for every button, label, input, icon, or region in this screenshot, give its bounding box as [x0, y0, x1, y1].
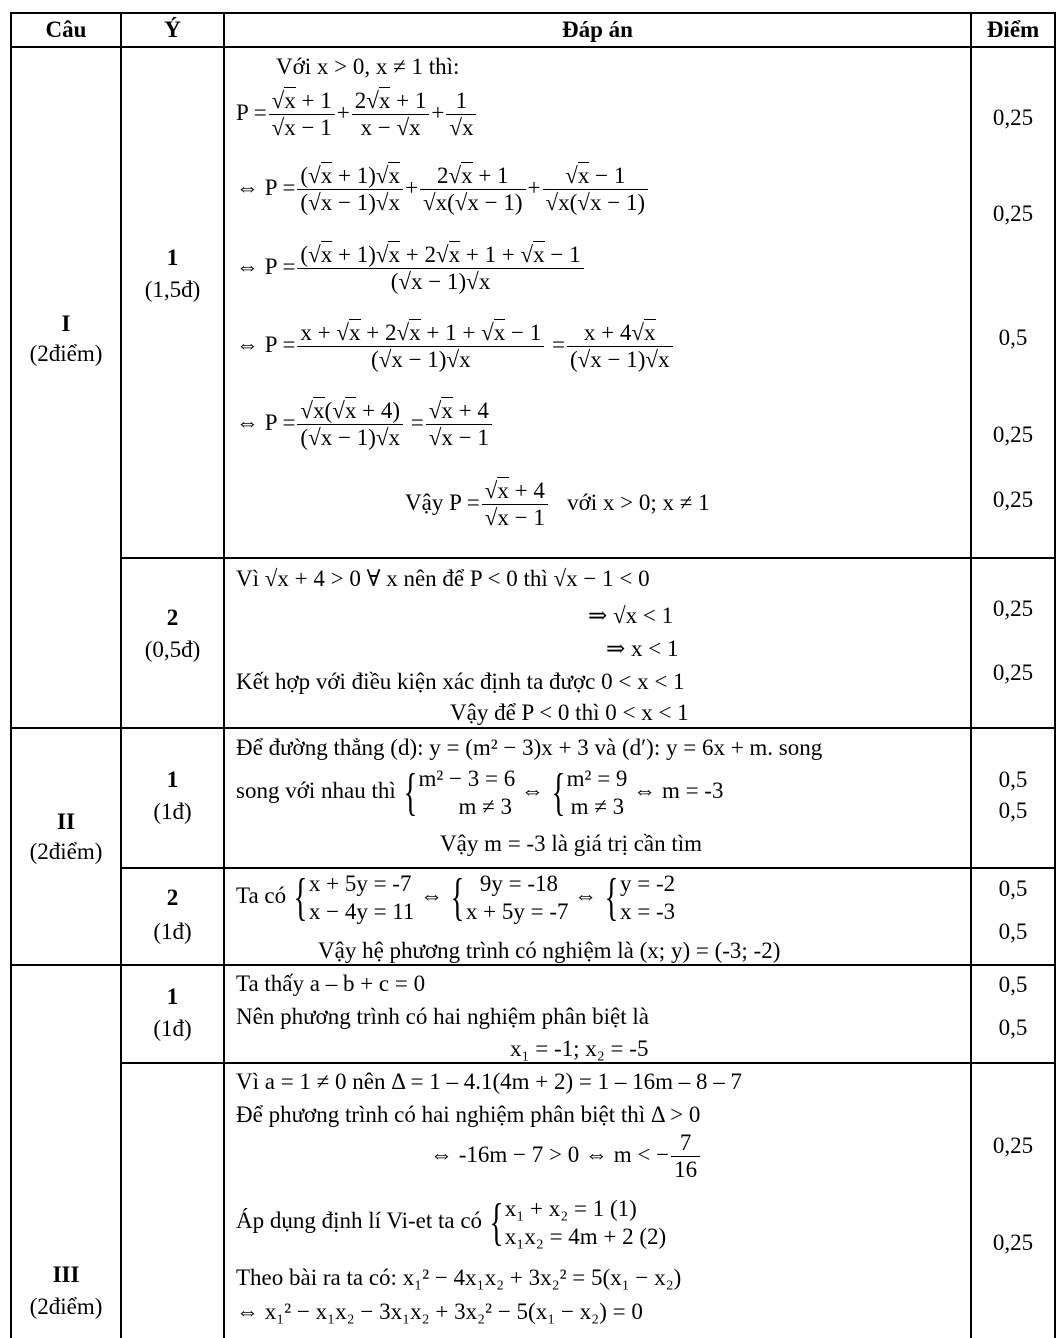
header-cau: Câu	[45, 17, 87, 42]
equation-2: ⇔ P = $\frac{(√x + 1)√x}{(√x - 1)√x}$ + $\frac{2√x + 1}{√x(√x - 1)}$ + $\frac{√x - 1}{√x(√x - 1)}$	[236, 163, 650, 217]
conclusion: Vậy P = $\frac{√x + 4}{√x - 1}$ với x > 0; x ≠ 1	[405, 478, 710, 531]
part-points: (1đ)	[153, 1016, 192, 1041]
answer-line: ⇒ √x < 1	[588, 603, 674, 628]
score: 0,5	[998, 972, 1028, 997]
answer-line: Vậy để P < 0 thì 0 < x < 1	[450, 700, 689, 725]
answer-inequality: ⇔ -16m − 7 > 0 ⇔ m < − $\frac{7}{16}$	[430, 1130, 702, 1184]
score: 0,25	[992, 596, 1034, 621]
row-divider	[10, 727, 1056, 729]
equation-5: ⇔ P = $\frac{√x(√x + 4)}{(√x - 1)√x}$ = $\frac{√x + 4}{√x - 1}$	[236, 398, 494, 452]
score: 0,5	[998, 876, 1028, 901]
header-diem: Điểm	[986, 17, 1040, 42]
part-label: 1	[166, 767, 179, 792]
question-label: I	[61, 311, 71, 336]
header-divider	[10, 46, 1056, 48]
score: 0,5	[998, 1015, 1028, 1040]
equation-1: P = $\frac{√x + 1}{√x - 1}$ + $\frac{2√x + 1}{x - √x}$ + $\frac{1}{√x}$	[236, 88, 478, 142]
col-border	[120, 12, 122, 1338]
answer-line: Theo bài ra ta có: x₁² − 4x₁x₂ + 3x₂² = 5(x₁ − x₂)	[236, 1265, 682, 1290]
table-top-border	[10, 12, 1056, 14]
part-points: (1đ)	[153, 799, 192, 824]
score: 0,5	[998, 325, 1028, 350]
question-points: (2điểm)	[29, 1294, 103, 1319]
part-label: 1	[166, 984, 179, 1009]
row-divider	[10, 964, 1056, 966]
answer-line: Vì √x + 4 > 0 ∀ x nên để P < 0 thì √x − 1 < 0	[236, 566, 650, 591]
answer-line: Vậy m = -3 là giá trị cần tìm	[440, 831, 703, 856]
equation-4: ⇔ P = $\frac{x + √x + 2√x + 1 + √x - 1}{(√x - 1)√x}$ = $\frac{x + 4√x}{(√x - 1)√x}$	[236, 320, 675, 374]
answer-system-line: Áp dụng định lí Vi-et ta có { x₁ + x₂ = 1 (1) x₁x₂ = 4m + 2 (2)	[236, 1193, 667, 1251]
col-border	[1054, 12, 1056, 1338]
score: 0,25	[992, 422, 1034, 447]
col-border	[223, 12, 225, 1338]
score: 0,25	[992, 1133, 1034, 1158]
answer-line: ⇒ x < 1	[606, 636, 679, 661]
score: 0,25	[992, 660, 1034, 685]
part-label: 2	[166, 605, 179, 630]
answer-line: Vì a = 1 ≠ 0 nên Δ = 1 – 4.1(4m + 2) = 1 – 16m – 8 – 7	[236, 1069, 743, 1094]
col-border	[10, 12, 12, 1338]
question-label: III	[52, 1262, 80, 1287]
score: 0,5	[998, 919, 1028, 944]
answer-line: ⇔ x₁² − x₁x₂ − 3x₁x₂ + 3x₂² − 5(x₁ − x₂) = 0	[236, 1299, 643, 1324]
question-label: II	[57, 809, 75, 834]
part-points: (0,5đ)	[144, 637, 201, 662]
header-y: Ý	[164, 17, 181, 42]
part-label: 1	[166, 245, 179, 270]
part-points: (1đ)	[153, 919, 192, 944]
header-dap-an: Đáp án	[562, 17, 633, 42]
row-divider	[120, 867, 1056, 869]
answer-line: x₁ = -1; x₂ = -5	[510, 1036, 649, 1061]
score: 0,5	[998, 798, 1028, 823]
answer-line: Để đường thẳng (d): y = (m² − 3)x + 3 và (d′): y = 6x + m. song	[236, 735, 823, 760]
answer-system-line: song với nhau thì { m² − 3 = 6 m ≠ 3 ⇔ { m² = 9 m ≠ 3 ⇔ m = -3	[236, 763, 724, 821]
question-points: (2điểm)	[29, 839, 103, 864]
score: 0,25	[992, 1230, 1034, 1255]
score: 0,25	[992, 105, 1034, 130]
row-divider	[120, 557, 1056, 559]
row-divider	[120, 1062, 1056, 1064]
answer-line: Ta thấy a – b + c = 0	[236, 971, 426, 996]
score: 0,5	[998, 767, 1028, 792]
part-points: (1,5đ)	[144, 277, 201, 302]
answer-line: Với x > 0, x ≠ 1 thì:	[276, 54, 460, 79]
answer-line: Để phương trình có hai nghiệm phân biệt thì Δ > 0	[236, 1102, 701, 1127]
answer-line: Nên phương trình có hai nghiệm phân biệt là	[236, 1004, 649, 1029]
answer-line: Vậy hệ phương trình có nghiệm là (x; y) = (-3; -2)	[318, 938, 781, 963]
question-points: (2điểm)	[29, 341, 103, 366]
answer-system-line: Ta có { x + 5y = -7 x − 4y = 11 ⇔ { 9y = -18 x + 5y = -7 ⇔ { y = -2 x = -3	[236, 868, 676, 926]
equation-3: ⇔ P = $\frac{(√x + 1)√x + 2√x + 1 + √x - 1}{(√x - 1)√x}$	[236, 242, 586, 296]
score: 0,25	[992, 201, 1034, 226]
score: 0,25	[992, 487, 1034, 512]
part-label: 2	[166, 885, 179, 910]
answer-line: Kết hợp với điều kiện xác định ta được 0 < x < 1	[236, 669, 685, 694]
